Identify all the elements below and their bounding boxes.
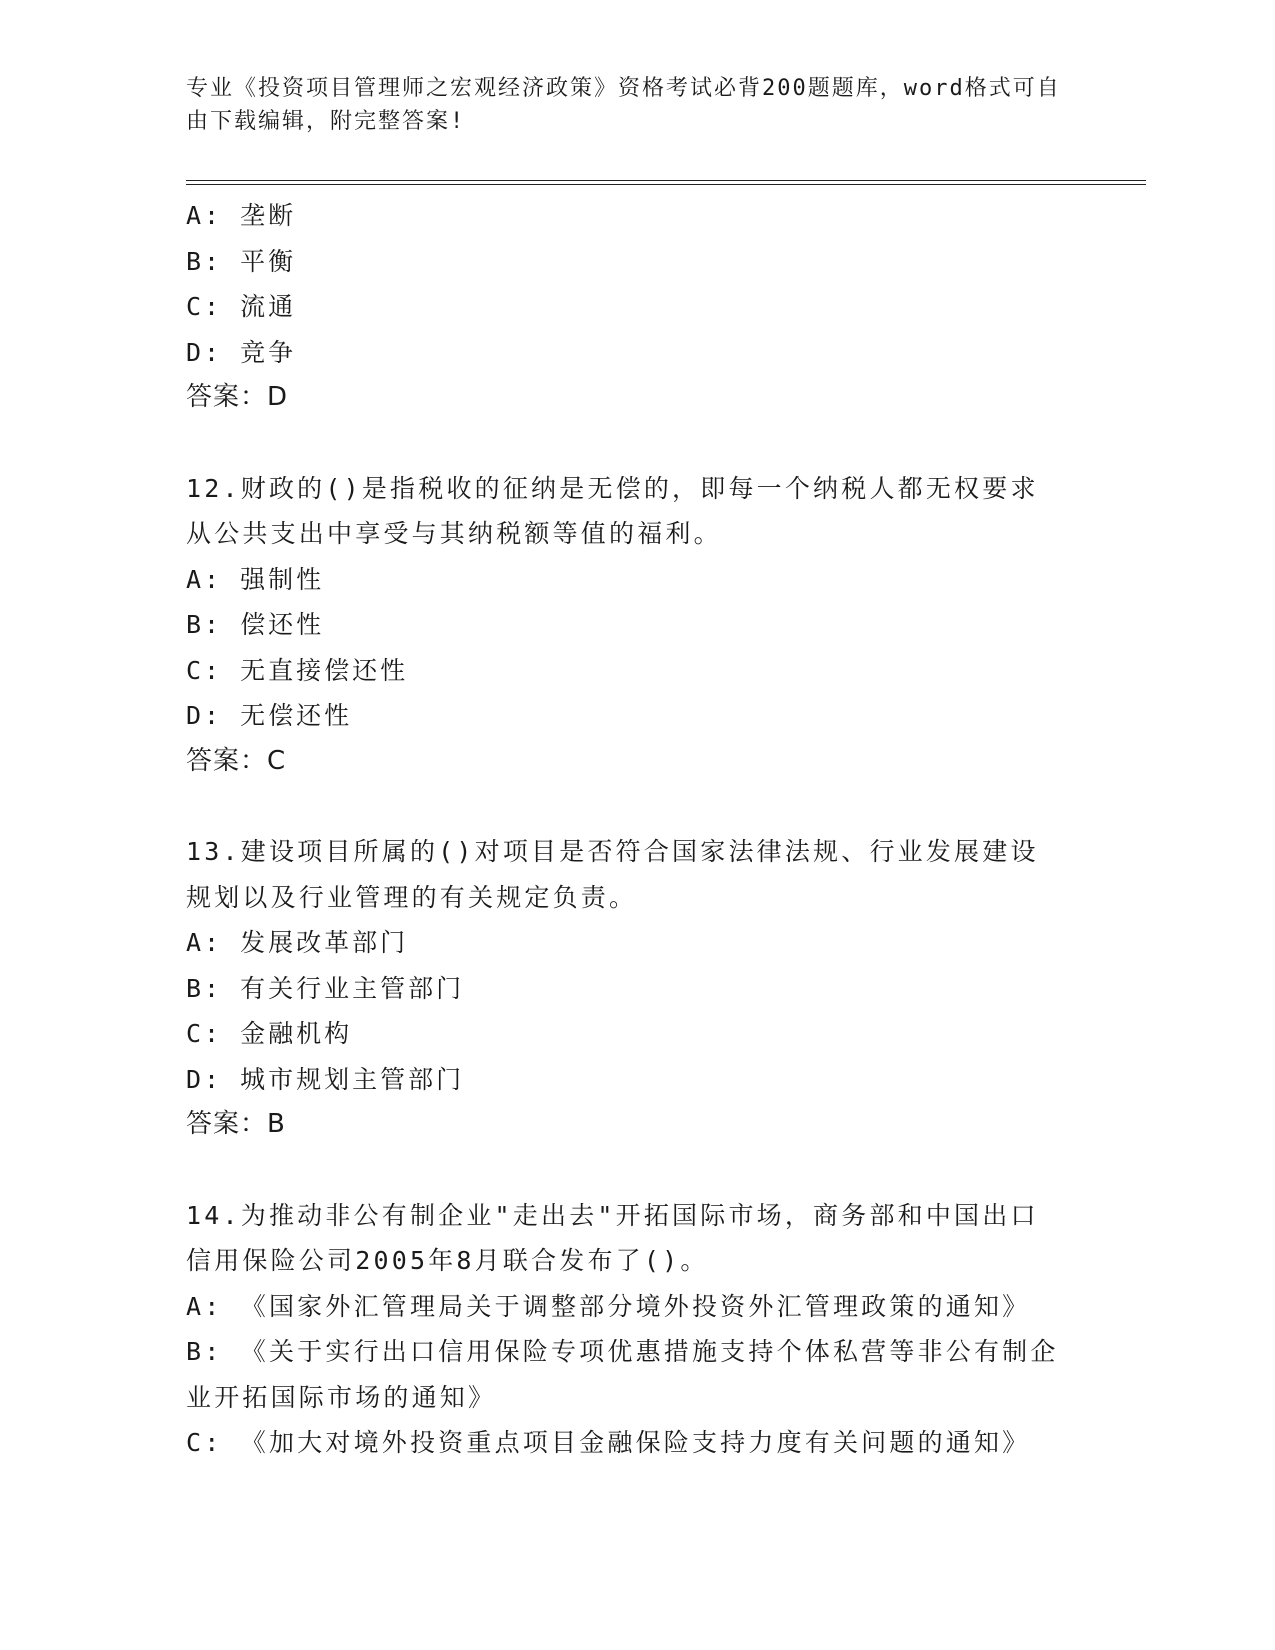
option-label: D: (186, 1064, 223, 1094)
option-text: 发展改革部门 (240, 928, 409, 957)
option-text: 《国家外汇管理局关于调整部分境外投资外汇管理政策的通知》 (240, 1291, 1031, 1321)
option-d (186, 330, 1146, 376)
option-label: C: (186, 655, 223, 685)
option-text: 城市规划主管部门 (240, 1064, 465, 1094)
option-label: A: (186, 1291, 223, 1321)
option-label: C: (186, 1428, 223, 1457)
answer-line: 答案：B (186, 1109, 286, 1139)
question-stem: 12.财政的()是指税收的征纳是无偿的，即每一个纳税人都无权要求从公共支出中享受与其纳税额等值的福利。 (186, 473, 1039, 548)
question-stem: 13.建设项目所属的()对项目是否符合国家法律法规、行业发展建设规划以及行业管理的有关规定负责。 (186, 837, 1039, 912)
answer-line: 答案：D (186, 382, 289, 412)
option-c (186, 1420, 1066, 1466)
option-label: A: (186, 564, 223, 594)
option-d (186, 1057, 1146, 1103)
option-text: 无直接偿还性 (240, 655, 409, 685)
option-text: 有关行业主管部门 (240, 973, 465, 1003)
option-text: 强制性 (240, 564, 325, 594)
option-c (186, 1011, 1146, 1057)
option-text: 无偿还性 (240, 701, 353, 730)
option-a (186, 1284, 1066, 1330)
option-b (186, 1329, 1066, 1420)
option-b (186, 239, 1146, 285)
continued-question (186, 193, 1146, 421)
option-label: B: (186, 610, 223, 639)
option-label: A: (186, 928, 223, 957)
option-text: 垄断 (240, 201, 297, 230)
header-divider (186, 180, 1146, 185)
option-label: D: (186, 337, 223, 367)
option-label: B: (186, 1337, 223, 1366)
question-12 (186, 466, 1146, 785)
option-text: 《加大对境外投资重点项目金融保险支持力度有关问题的通知》 (240, 1428, 1031, 1457)
answer-line: 答案：C (186, 745, 287, 776)
option-b (186, 966, 1146, 1012)
question-14 (186, 1193, 1146, 1466)
option-text: 流通 (240, 292, 297, 321)
option-text: 偿还性 (240, 610, 325, 639)
option-a (186, 557, 1146, 603)
option-label: C: (186, 292, 223, 321)
option-label: C: (186, 1019, 223, 1048)
option-text: 《关于实行出口信用保险专项优惠措施支持个体私营等非公有制企业开拓国际市场的通知》 (186, 1337, 1059, 1412)
document-page (186, 72, 1146, 1466)
option-label: D: (186, 701, 223, 730)
option-label: A: (186, 201, 223, 230)
question-stem: 14.为推动非公有制企业"走出去"开拓国际市场，商务部和中国出口信用保险公司2005年8月联合发布了()。 (186, 1200, 1039, 1275)
option-a (186, 920, 1146, 966)
option-text: 金融机构 (240, 1019, 353, 1048)
option-label: B: (186, 246, 223, 276)
option-c (186, 284, 1146, 330)
option-text: 平衡 (240, 246, 297, 276)
option-c (186, 648, 1146, 694)
option-d (186, 693, 1146, 739)
option-label: B: (186, 973, 223, 1003)
question-13 (186, 829, 1146, 1148)
option-b (186, 602, 1146, 648)
option-a (186, 193, 1146, 239)
document-header: 专业《投资项目管理师之宏观经济政策》资格考试必背200题题库，word格式可自由下载编辑，附完整答案! (186, 76, 1061, 134)
option-text: 竞争 (240, 337, 297, 367)
